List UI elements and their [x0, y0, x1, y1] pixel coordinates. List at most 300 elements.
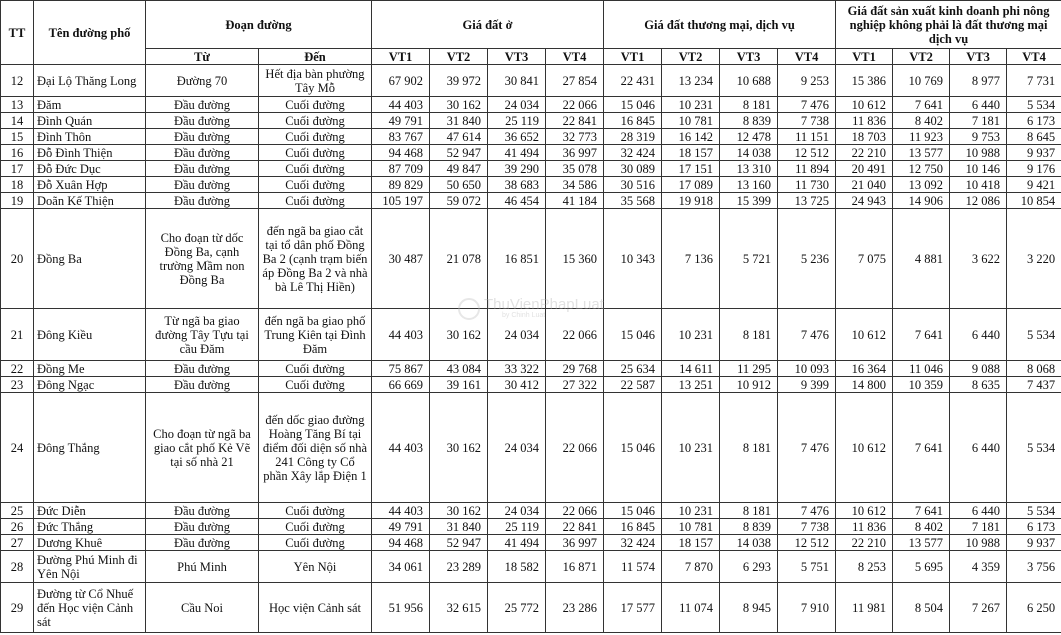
price-cell: 51 956	[372, 583, 430, 633]
price-cell: 30 162	[430, 97, 488, 113]
price-cell: 22 066	[546, 503, 604, 519]
price-cell: 18 157	[662, 145, 720, 161]
row-number: 29	[1, 583, 34, 633]
price-cell: 9 176	[1007, 161, 1061, 177]
price-cell: 9 937	[1007, 535, 1061, 551]
segment-to: Cuối đường	[259, 97, 372, 113]
price-cell: 10 781	[662, 113, 720, 129]
price-cell: 7 476	[778, 97, 836, 113]
price-cell: 52 947	[430, 145, 488, 161]
price-cell: 21 040	[836, 177, 893, 193]
segment-from: Cầu Noi	[146, 583, 259, 633]
table-row	[1, 97, 1061, 113]
price-cell: 83 767	[372, 129, 430, 145]
price-cell: 44 403	[372, 309, 430, 361]
price-cell: 8 977	[950, 65, 1007, 97]
price-cell: 6 440	[950, 503, 1007, 519]
price-cell: 15 360	[546, 209, 604, 309]
price-cell: 25 119	[488, 113, 546, 129]
watermark-title: ThuVienPhapLuat	[484, 296, 604, 313]
price-cell: 15 046	[604, 97, 662, 113]
segment-from: Đầu đường	[146, 519, 259, 535]
price-cell: 10 093	[778, 361, 836, 377]
table-row	[1, 583, 1061, 633]
price-cell: 67 902	[372, 65, 430, 97]
price-cell: 30 516	[604, 177, 662, 193]
price-cell: 44 403	[372, 503, 430, 519]
street-name: Dương Khuê	[34, 535, 146, 551]
street-name: Đỗ Đình Thiện	[34, 145, 146, 161]
price-cell: 23 286	[546, 583, 604, 633]
price-cell: 22 841	[546, 519, 604, 535]
price-cell: 18 157	[662, 535, 720, 551]
street-name: Đường Phú Minh đi Yên Nội	[34, 551, 146, 583]
row-number: 25	[1, 503, 34, 519]
street-name: Đường từ Cổ Nhuế đến Học viện Cảnh sát	[34, 583, 146, 633]
price-cell: 31 840	[430, 519, 488, 535]
segment-to: Cuối đường	[259, 535, 372, 551]
price-cell: 24 943	[836, 193, 893, 209]
price-cell: 21 078	[430, 209, 488, 309]
price-cell: 17 089	[662, 177, 720, 193]
price-cell: 31 840	[430, 113, 488, 129]
price-cell: 16 845	[604, 113, 662, 129]
row-number: 18	[1, 177, 34, 193]
price-cell: 6 440	[950, 393, 1007, 503]
price-cell: 13 234	[662, 65, 720, 97]
price-cell: 14 800	[836, 377, 893, 393]
table-row	[1, 361, 1061, 377]
price-cell: 10 688	[720, 65, 778, 97]
price-cell: 8 945	[720, 583, 778, 633]
price-cell: 17 577	[604, 583, 662, 633]
price-cell: 11 074	[662, 583, 720, 633]
segment-from: Đầu đường	[146, 161, 259, 177]
price-cell: 47 614	[430, 129, 488, 145]
price-cell: 16 142	[662, 129, 720, 145]
header-vt-9: VT1	[836, 49, 893, 65]
price-cell: 66 669	[372, 377, 430, 393]
price-cell: 41 494	[488, 535, 546, 551]
price-cell: 22 587	[604, 377, 662, 393]
price-cell: 19 918	[662, 193, 720, 209]
price-cell: 7 267	[950, 583, 1007, 633]
segment-to: Cuối đường	[259, 519, 372, 535]
segment-from: Phú Minh	[146, 551, 259, 583]
price-cell: 13 577	[893, 535, 950, 551]
row-number: 24	[1, 393, 34, 503]
street-name: Đình Thôn	[34, 129, 146, 145]
street-name: Đình Quán	[34, 113, 146, 129]
segment-from: Đầu đường	[146, 193, 259, 209]
street-name: Đông Thắng	[34, 393, 146, 503]
street-name: Đăm	[34, 97, 146, 113]
row-number: 13	[1, 97, 34, 113]
price-cell: 7 181	[950, 519, 1007, 535]
price-cell: 12 478	[720, 129, 778, 145]
segment-to: Yên Nội	[259, 551, 372, 583]
price-cell: 13 577	[893, 145, 950, 161]
price-cell: 16 845	[604, 519, 662, 535]
row-number: 21	[1, 309, 34, 361]
price-cell: 8 402	[893, 519, 950, 535]
segment-from: Đầu đường	[146, 361, 259, 377]
price-cell: 25 634	[604, 361, 662, 377]
price-cell: 5 751	[778, 551, 836, 583]
segment-to: Cuối đường	[259, 177, 372, 193]
header-from: Từ	[146, 49, 259, 65]
price-cell: 35 078	[546, 161, 604, 177]
price-cell: 30 487	[372, 209, 430, 309]
price-cell: 7 870	[662, 551, 720, 583]
street-name: Đông Ngạc	[34, 377, 146, 393]
price-cell: 32 424	[604, 535, 662, 551]
street-name: Đỗ Xuân Hợp	[34, 177, 146, 193]
price-cell: 15 399	[720, 193, 778, 209]
table-row	[1, 113, 1061, 129]
price-cell: 8 635	[950, 377, 1007, 393]
price-cell: 16 851	[488, 209, 546, 309]
price-cell: 11 836	[836, 113, 893, 129]
price-cell: 11 894	[778, 161, 836, 177]
segment-from: Cho đoạn từ dốc Đồng Ba, cạnh trường Mầm non Đồng Ba	[146, 209, 259, 309]
table-row	[1, 519, 1061, 535]
price-cell: 50 650	[430, 177, 488, 193]
row-number: 23	[1, 377, 34, 393]
price-cell: 8 181	[720, 503, 778, 519]
row-number: 14	[1, 113, 34, 129]
price-cell: 36 652	[488, 129, 546, 145]
table-row	[1, 193, 1061, 209]
street-name: Đức Diễn	[34, 503, 146, 519]
row-number: 28	[1, 551, 34, 583]
price-cell: 29 768	[546, 361, 604, 377]
price-cell: 5 534	[1007, 393, 1061, 503]
price-cell: 27 854	[546, 65, 604, 97]
header-commercial-price: Giá đất thương mại, dịch vụ	[604, 1, 836, 49]
price-cell: 6 440	[950, 309, 1007, 361]
header-vt-4: VT4	[546, 49, 604, 65]
price-cell: 39 290	[488, 161, 546, 177]
price-cell: 6 293	[720, 551, 778, 583]
price-cell: 10 612	[836, 503, 893, 519]
price-cell: 105 197	[372, 193, 430, 209]
segment-to: Cuối đường	[259, 503, 372, 519]
price-cell: 46 454	[488, 193, 546, 209]
price-cell: 32 773	[546, 129, 604, 145]
price-cell: 49 791	[372, 519, 430, 535]
price-cell: 24 034	[488, 309, 546, 361]
header-to: Đến	[259, 49, 372, 65]
segment-from: Đầu đường	[146, 113, 259, 129]
price-cell: 7 641	[893, 97, 950, 113]
table-row	[1, 129, 1061, 145]
price-cell: 20 491	[836, 161, 893, 177]
price-cell: 3 756	[1007, 551, 1061, 583]
table-row	[1, 535, 1061, 551]
price-cell: 5 534	[1007, 309, 1061, 361]
table-row	[1, 209, 1061, 309]
price-cell: 52 947	[430, 535, 488, 551]
header-tt: TT	[1, 1, 34, 65]
price-cell: 5 236	[778, 209, 836, 309]
header-residential-price: Giá đất ở	[372, 1, 604, 49]
price-cell: 38 683	[488, 177, 546, 193]
segment-from: Đầu đường	[146, 97, 259, 113]
price-cell: 9 253	[778, 65, 836, 97]
price-cell: 5 721	[720, 209, 778, 309]
header-nonagri-price: Giá đất sản xuất kinh doanh phi nông nghiệp không phải là đất thương mại dịch vụ	[836, 1, 1061, 49]
price-cell: 22 066	[546, 393, 604, 503]
price-cell: 75 867	[372, 361, 430, 377]
row-number: 12	[1, 65, 34, 97]
header-vt-12: VT4	[1007, 49, 1061, 65]
price-cell: 11 295	[720, 361, 778, 377]
price-cell: 8 839	[720, 519, 778, 535]
price-cell: 11 836	[836, 519, 893, 535]
price-cell: 11 981	[836, 583, 893, 633]
price-cell: 32 424	[604, 145, 662, 161]
price-cell: 30 412	[488, 377, 546, 393]
price-cell: 10 988	[950, 535, 1007, 551]
price-cell: 5 695	[893, 551, 950, 583]
price-cell: 9 399	[778, 377, 836, 393]
street-name: Đức Thắng	[34, 519, 146, 535]
price-cell: 4 881	[893, 209, 950, 309]
price-cell: 15 046	[604, 393, 662, 503]
price-cell: 7 476	[778, 503, 836, 519]
price-cell: 8 645	[1007, 129, 1061, 145]
price-cell: 94 468	[372, 145, 430, 161]
street-name: Đồng Ba	[34, 209, 146, 309]
price-cell: 5 534	[1007, 503, 1061, 519]
price-cell: 10 231	[662, 393, 720, 503]
street-name: Đại Lộ Thăng Long	[34, 65, 146, 97]
header-vt-6: VT2	[662, 49, 720, 65]
price-cell: 14 611	[662, 361, 720, 377]
price-cell: 30 089	[604, 161, 662, 177]
price-cell: 11 923	[893, 129, 950, 145]
header-segment: Đoạn đường	[146, 1, 372, 49]
price-cell: 39 972	[430, 65, 488, 97]
price-cell: 10 418	[950, 177, 1007, 193]
price-cell: 41 494	[488, 145, 546, 161]
table-row	[1, 377, 1061, 393]
price-cell: 34 061	[372, 551, 430, 583]
price-cell: 11 151	[778, 129, 836, 145]
price-cell: 10 612	[836, 309, 893, 361]
price-cell: 30 162	[430, 503, 488, 519]
price-cell: 7 731	[1007, 65, 1061, 97]
watermark-subtitle: by Chinh Luat	[502, 312, 546, 319]
price-cell: 7 641	[893, 503, 950, 519]
price-cell: 49 847	[430, 161, 488, 177]
street-name: Đỗ Đức Dục	[34, 161, 146, 177]
table-row	[1, 145, 1061, 161]
row-number: 22	[1, 361, 34, 377]
price-cell: 8 068	[1007, 361, 1061, 377]
price-cell: 24 034	[488, 97, 546, 113]
price-cell: 10 231	[662, 503, 720, 519]
price-cell: 15 046	[604, 503, 662, 519]
price-cell: 11 046	[893, 361, 950, 377]
price-cell: 28 319	[604, 129, 662, 145]
segment-to: Cuối đường	[259, 193, 372, 209]
price-cell: 10 912	[720, 377, 778, 393]
price-cell: 7 476	[778, 393, 836, 503]
price-cell: 10 231	[662, 309, 720, 361]
price-cell: 7 910	[778, 583, 836, 633]
price-cell: 39 161	[430, 377, 488, 393]
price-cell: 43 084	[430, 361, 488, 377]
price-cell: 10 781	[662, 519, 720, 535]
segment-from: Đầu đường	[146, 129, 259, 145]
street-name: Doãn Kế Thiện	[34, 193, 146, 209]
price-cell: 8 839	[720, 113, 778, 129]
price-cell: 36 997	[546, 145, 604, 161]
price-cell: 24 034	[488, 503, 546, 519]
price-cell: 7 476	[778, 309, 836, 361]
price-cell: 7 437	[1007, 377, 1061, 393]
price-cell: 10 231	[662, 97, 720, 113]
price-cell: 10 343	[604, 209, 662, 309]
price-cell: 18 582	[488, 551, 546, 583]
price-cell: 10 359	[893, 377, 950, 393]
price-cell: 13 725	[778, 193, 836, 209]
price-cell: 8 253	[836, 551, 893, 583]
price-cell: 12 086	[950, 193, 1007, 209]
price-cell: 15 046	[604, 309, 662, 361]
price-cell: 6 440	[950, 97, 1007, 113]
price-cell: 10 854	[1007, 193, 1061, 209]
price-cell: 22 066	[546, 97, 604, 113]
price-cell: 7 181	[950, 113, 1007, 129]
price-cell: 9 753	[950, 129, 1007, 145]
segment-to: Cuối đường	[259, 145, 372, 161]
row-number: 26	[1, 519, 34, 535]
street-name: Đông Kiều	[34, 309, 146, 361]
price-cell: 9 937	[1007, 145, 1061, 161]
segment-from: Đầu đường	[146, 503, 259, 519]
price-cell: 10 612	[836, 393, 893, 503]
price-cell: 13 160	[720, 177, 778, 193]
price-cell: 22 210	[836, 535, 893, 551]
price-cell: 22 841	[546, 113, 604, 129]
price-cell: 10 146	[950, 161, 1007, 177]
header-vt-2: VT2	[430, 49, 488, 65]
header-vt-8: VT4	[778, 49, 836, 65]
price-cell: 10 988	[950, 145, 1007, 161]
header-vt-3: VT3	[488, 49, 546, 65]
header-vt-11: VT3	[950, 49, 1007, 65]
segment-to: Cuối đường	[259, 161, 372, 177]
header-street-name: Tên đường phố	[34, 1, 146, 65]
price-cell: 94 468	[372, 535, 430, 551]
price-cell: 5 534	[1007, 97, 1061, 113]
segment-from: Đầu đường	[146, 145, 259, 161]
segment-to: Học viện Cảnh sát	[259, 583, 372, 633]
segment-from: Đầu đường	[146, 535, 259, 551]
price-cell: 11 730	[778, 177, 836, 193]
price-cell: 4 359	[950, 551, 1007, 583]
price-cell: 12 512	[778, 145, 836, 161]
price-cell: 27 322	[546, 377, 604, 393]
price-cell: 14 906	[893, 193, 950, 209]
price-cell: 14 038	[720, 535, 778, 551]
price-cell: 7 075	[836, 209, 893, 309]
price-cell: 9 088	[950, 361, 1007, 377]
price-cell: 13 092	[893, 177, 950, 193]
row-number: 20	[1, 209, 34, 309]
price-cell: 3 220	[1007, 209, 1061, 309]
price-cell: 87 709	[372, 161, 430, 177]
segment-from: Đầu đường	[146, 377, 259, 393]
price-cell: 14 038	[720, 145, 778, 161]
price-cell: 12 512	[778, 535, 836, 551]
header-vt-10: VT2	[893, 49, 950, 65]
price-cell: 6 173	[1007, 519, 1061, 535]
segment-from: Từ ngã ba giao đường Tây Tựu tại cầu Đăm	[146, 309, 259, 361]
table-row	[1, 393, 1061, 503]
price-cell: 16 871	[546, 551, 604, 583]
price-cell: 8 402	[893, 113, 950, 129]
price-cell: 6 173	[1007, 113, 1061, 129]
segment-from: Đường 70	[146, 65, 259, 97]
table-row	[1, 65, 1061, 97]
price-cell: 8 181	[720, 393, 778, 503]
price-cell: 7 641	[893, 309, 950, 361]
header-vt-7: VT3	[720, 49, 778, 65]
price-cell: 7 738	[778, 113, 836, 129]
price-cell: 30 162	[430, 393, 488, 503]
segment-to: đến ngã ba giao cắt tại tổ dân phố Đồng Ba 2 (cạnh trạm biến áp Đồng Ba 2 và nhà bà Lê Thị Hiền)	[259, 209, 372, 309]
header-vt-1: VT1	[372, 49, 430, 65]
table-row	[1, 177, 1061, 193]
segment-to: Cuối đường	[259, 113, 372, 129]
price-cell: 8 181	[720, 309, 778, 361]
row-number: 19	[1, 193, 34, 209]
price-cell: 7 641	[893, 393, 950, 503]
price-cell: 25 119	[488, 519, 546, 535]
segment-to: Cuối đường	[259, 129, 372, 145]
segment-to: đến dốc giao đường Hoàng Tăng Bí tại điểm đối diện số nhà 241 Công ty Cổ phần Xây lắp Điện 1	[259, 393, 372, 503]
row-number: 16	[1, 145, 34, 161]
price-cell: 25 772	[488, 583, 546, 633]
segment-from: Đầu đường	[146, 177, 259, 193]
price-cell: 3 622	[950, 209, 1007, 309]
price-cell: 32 615	[430, 583, 488, 633]
price-cell: 7 136	[662, 209, 720, 309]
price-cell: 30 841	[488, 65, 546, 97]
segment-to: Cuối đường	[259, 361, 372, 377]
price-cell: 13 251	[662, 377, 720, 393]
price-cell: 59 072	[430, 193, 488, 209]
price-cell: 23 289	[430, 551, 488, 583]
price-cell: 22 210	[836, 145, 893, 161]
price-cell: 9 421	[1007, 177, 1061, 193]
header-vt-5: VT1	[604, 49, 662, 65]
segment-to: đến ngã ba giao phố Trung Kiên tại Đình Đăm	[259, 309, 372, 361]
price-cell: 18 703	[836, 129, 893, 145]
price-cell: 24 034	[488, 393, 546, 503]
row-number: 15	[1, 129, 34, 145]
price-cell: 13 310	[720, 161, 778, 177]
price-cell: 10 612	[836, 97, 893, 113]
price-cell: 8 181	[720, 97, 778, 113]
price-cell: 16 364	[836, 361, 893, 377]
price-cell: 7 738	[778, 519, 836, 535]
row-number: 17	[1, 161, 34, 177]
